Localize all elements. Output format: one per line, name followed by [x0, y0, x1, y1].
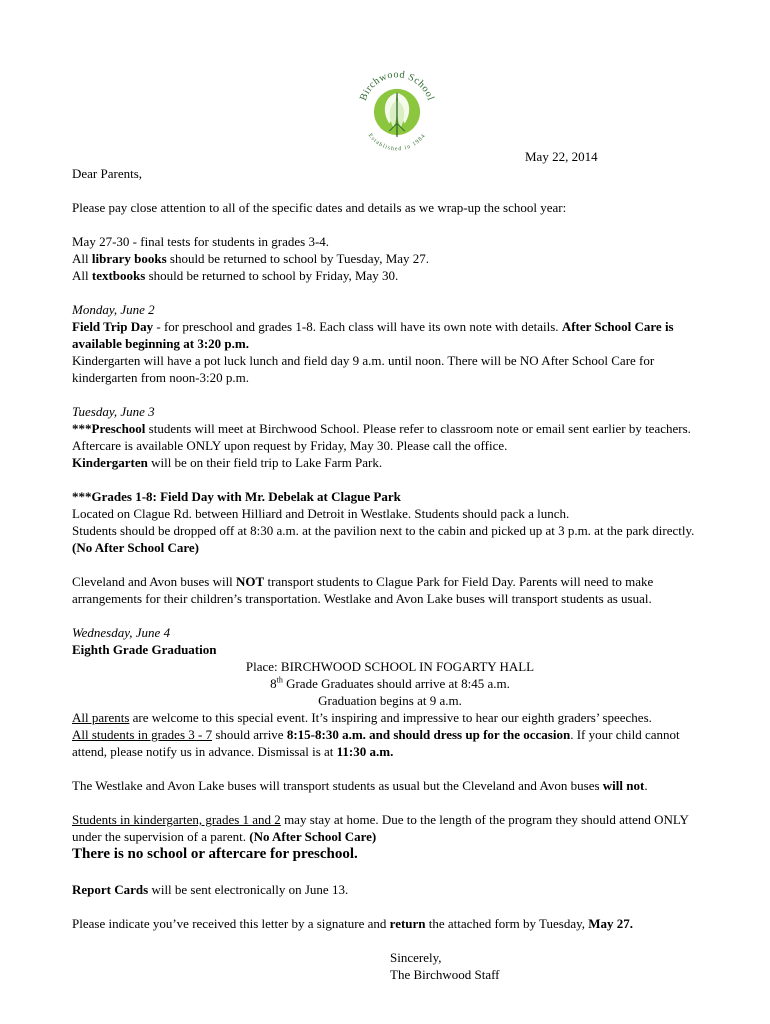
graduation-buses: The Westlake and Avon Lake buses will transport students as usual but the Cleveland and Avon buses will not. — [72, 778, 648, 793]
kindergarten-monday-paragraph: Kindergarten will have a pot luck lunch and field day 9 a.m. until noon. There will be NO After School Care for kindergarten from noon-3:20 p.m. — [72, 353, 655, 385]
logo-top-text: Birchwood School — [357, 69, 437, 103]
graduation-arrival: 8th Grade Graduates should arrive at 8:45 a.m. — [270, 675, 510, 691]
signature-closing: Sincerely, — [390, 950, 442, 965]
tuesday-heading: Tuesday, June 3 — [72, 404, 155, 419]
field-day-location: Located on Clague Rd. between Hilliard and Detroit in Westlake. Students should pack a lunch. — [72, 506, 570, 521]
all-parents-line: All parents are welcome to this special event. It’s inspiring and impressive to hear our eighth graders’ speeches. — [72, 710, 652, 725]
textbooks-line: All textbooks should be returned to school by Friday, May 30. — [72, 268, 399, 283]
graduation-place: Place: BIRCHWOOD SCHOOL IN FOGARTY HALL — [245, 659, 535, 674]
logo-bottom-text: Established in 1984 — [366, 132, 428, 153]
kindergarten-wednesday-paragraph: Students in kindergarten, grades 1 and 2 may stay at home. Due to the length of the program they should attend ONLY under the supervision of a parent. (No After School Care) — [72, 812, 689, 844]
preschool-paragraph: ***Preschool students will meet at Birchwood School. Please refer to classroom note or email sent earlier by teachers. Aftercare is available ONLY upon request by Friday, May 30. Please call the office. — [72, 421, 691, 453]
exam-line: May 27-30 - final tests for students in grades 3-4. — [72, 234, 330, 249]
no-preschool-notice: There is no school or aftercare for preschool. — [72, 846, 358, 862]
letter-body — [72, 148, 708, 983]
birch-leaf-icon — [374, 89, 420, 137]
salutation: Dear Parents, — [72, 166, 143, 181]
intro-text: Please pay close attention to all of the specific dates and details as we wrap-up the school year: — [72, 200, 567, 215]
field-day-dropoff: Students should be dropped off at 8:30 a.m. at the pavilion next to the cabin and picked up at 3 p.m. at the park directly. (No After School Care) — [72, 523, 695, 555]
graduation-heading: Eighth Grade Graduation — [72, 642, 217, 657]
letter-date: May 22, 2014 — [525, 149, 598, 164]
signature-name: The Birchwood Staff — [390, 967, 500, 982]
all-students-paragraph: All students in grades 3 - 7 should arrive 8:15-8:30 a.m. and should dress up for the occasion. If your child cannot attend, please notify us in advance. Dismissal is at 11:30 a.m. — [72, 727, 680, 759]
birchwood-school-logo — [349, 62, 445, 158]
field-trip-paragraph: Field Trip Day - for preschool and grades 1-8. Each class will have its own note with details. After School Care is available beginning at 3:20 p.m. — [72, 319, 674, 351]
closing-line: Please indicate you’ve received this letter by a signature and return the attached form by Tuesday, May 27. — [72, 916, 634, 931]
field-day-buses: Cleveland and Avon buses will NOT transport students to Clague Park for Field Day. Parents will need to make arrangements for their children’s transportation. Westlake and Avon Lake buses will transport students as usual. — [72, 574, 654, 606]
field-day-heading: ***Grades 1-8: Field Day with Mr. Debelak at Clague Park — [72, 489, 401, 504]
report-cards-line: Report Cards will be sent electronically on June 13. — [72, 882, 349, 897]
library-books-line: All library books should be returned to school by Tuesday, May 27. — [72, 251, 430, 266]
wednesday-heading: Wednesday, June 4 — [72, 625, 171, 640]
monday-heading: Monday, June 2 — [72, 302, 155, 317]
graduation-begins: Graduation begins at 9 a.m. — [318, 693, 462, 708]
kindergarten-tuesday-paragraph: Kindergarten will be on their field trip to Lake Farm Park. — [72, 455, 383, 470]
